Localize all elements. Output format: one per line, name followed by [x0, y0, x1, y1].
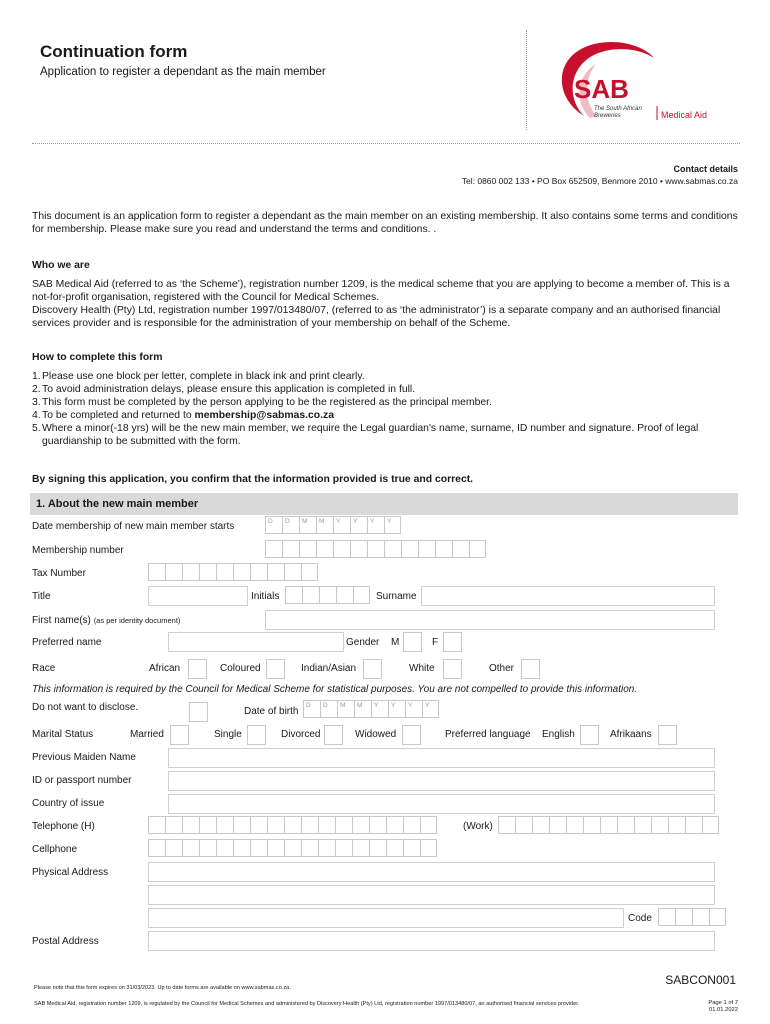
telephone-h-label: Telephone (H) — [32, 821, 95, 832]
id-passport-field[interactable] — [168, 771, 715, 791]
svg-text:The South African: The South African — [594, 106, 642, 112]
country-of-issue-field[interactable] — [168, 794, 715, 814]
race-white-checkbox[interactable] — [443, 659, 462, 679]
do-not-disclose-label: Do not want to disclose. — [32, 702, 139, 713]
how-heading: How to complete this form — [32, 352, 163, 363]
do-not-disclose-checkbox[interactable] — [189, 702, 208, 722]
list-item: 5. Where a minor(-18 yrs) will be the new main member, we require the Legal guardian's name, surname, ID number and signature. Proof of legal guardianship to be submitted with the form. — [32, 423, 699, 447]
contact-title: Contact details — [673, 164, 738, 174]
list-item: 1. Please use one block per letter, complete in black ink and print clearly. — [32, 371, 365, 382]
form-date: 01.01.2022 — [708, 1007, 738, 1013]
svg-text:Breweries: Breweries — [594, 113, 621, 119]
marital-option-label: Divorced — [281, 729, 321, 740]
initials-field[interactable] — [285, 586, 370, 604]
race-label: Race — [32, 663, 56, 674]
race-african-checkbox[interactable] — [188, 659, 207, 679]
postal-address-label: Postal Address — [32, 936, 99, 947]
preferred-name-label: Preferred name — [32, 637, 102, 648]
contact-details — [462, 163, 738, 187]
svg-text:Medical Aid: Medical Aid — [661, 110, 708, 120]
tax-number-field[interactable] — [148, 563, 318, 581]
logo-swoosh-icon — [544, 36, 734, 131]
confirm-statement: By signing this application, you confirm that the information provided is true and correct. — [32, 474, 474, 485]
marital-divorced-checkbox[interactable] — [324, 725, 343, 745]
race-option-label: Other — [489, 663, 515, 674]
marital-widowed-checkbox[interactable] — [402, 725, 421, 745]
initials-label: Initials — [251, 591, 280, 602]
race-other-checkbox[interactable] — [521, 659, 540, 679]
marital-status-label: Marital Status — [32, 729, 94, 740]
who-paragraph-1: SAB Medical Aid (referred to as ‘the Scheme’), registration number 1209, is the medical scheme that you are applying to become a member of. This is a not-for-profit organisation, registered with the Council for Medical Schemes. — [32, 279, 730, 303]
sab-logo — [544, 36, 734, 131]
surname-label: Surname — [376, 591, 417, 602]
physical-address-label: Physical Address — [32, 867, 109, 878]
logo-brand: SAB — [574, 74, 629, 104]
physical-address-line-1[interactable] — [148, 862, 715, 882]
contact-line: Tel: 0860 002 133 • PO Box 652509, Benmore 2010 • www.sabmas.co.za — [461, 176, 738, 186]
header-divider — [526, 30, 527, 130]
title-field[interactable] — [148, 586, 248, 606]
expiry-note: Please note that this form expires on 31/03/2023. Up to date forms are available on www.sabmas.co.za. — [34, 985, 291, 991]
date-of-birth-label: Date of birth — [244, 706, 299, 717]
cellphone-field[interactable] — [148, 839, 437, 857]
marital-option-label: Widowed — [355, 729, 397, 740]
list-item: 2. To avoid administration delays, please ensure this application is completed in full. — [32, 384, 416, 395]
how-list — [32, 370, 740, 448]
marital-option-label: Single — [214, 729, 242, 740]
language-english-checkbox[interactable] — [580, 725, 599, 745]
physical-code-field[interactable] — [658, 908, 726, 926]
race-option-label: Coloured — [220, 663, 261, 674]
gender-f-checkbox[interactable] — [443, 632, 462, 652]
marital-single-checkbox[interactable] — [247, 725, 266, 745]
country-of-issue-label: Country of issue — [32, 798, 105, 809]
id-passport-label: ID or passport number — [32, 775, 132, 786]
marital-married-checkbox[interactable] — [170, 725, 189, 745]
race-option-label: Indian/Asian — [301, 663, 357, 674]
marital-option-label: Married — [130, 729, 164, 740]
surname-field[interactable] — [421, 586, 715, 606]
legal-note: SAB Medical Aid, registration number 1209, is regulated by the Council for Medical Schemes and administered by Discovery Health (Pty) Ltd, registration number 1997/013480/07, an authorised financial services provider. — [34, 1001, 580, 1007]
date-starts-label: Date membership of new main member starts — [32, 521, 235, 532]
gender-m-label: M — [391, 637, 400, 648]
first-names-field[interactable] — [265, 610, 715, 630]
form-code: SABCON001 — [665, 973, 736, 987]
code-label: Code — [628, 913, 652, 924]
who-paragraph-2: Discovery Health (Pty) Ltd, registration number 1997/013480/07, (referred to as ‘the administrator’) is a separate company and an authorised financial services provider and is responsible for the administration of your membership on behalf of the Scheme. — [32, 305, 721, 329]
statistical-note: This information is required by the Council for Medical Scheme for statistical purposes. You are not compelled to provide this information. — [32, 684, 638, 695]
physical-address-line-3[interactable] — [148, 908, 624, 928]
page-subtitle: Application to register a dependant as the main member — [40, 66, 326, 78]
previous-maiden-name-label: Previous Maiden Name — [32, 752, 136, 763]
work-phone-label: (Work) — [463, 821, 493, 832]
page-info — [708, 1000, 738, 1014]
postal-address-field[interactable] — [148, 931, 715, 951]
date-starts-field[interactable]: D D M M Y Y Y Y — [265, 516, 401, 534]
previous-maiden-name-field[interactable] — [168, 748, 715, 768]
gender-f-label: F — [432, 637, 439, 648]
membership-number-label: Membership number — [32, 545, 124, 556]
header-rule — [32, 143, 740, 144]
tax-number-label: Tax Number — [32, 568, 86, 579]
language-option-label: English — [542, 729, 575, 740]
race-option-label: White — [409, 663, 435, 674]
race-coloured-checkbox[interactable] — [266, 659, 285, 679]
section-1-heading: 1. About the new main member — [30, 493, 738, 515]
page-number: Page 1 of 7 — [708, 1000, 738, 1006]
language-option-label: Afrikaans — [610, 729, 652, 740]
who-text — [32, 278, 740, 330]
race-indian-asian-checkbox[interactable] — [363, 659, 382, 679]
who-heading: Who we are — [32, 260, 90, 271]
gender-m-checkbox[interactable] — [403, 632, 422, 652]
date-of-birth-field[interactable]: D D M M Y Y Y Y — [303, 700, 439, 718]
title-label: Title — [32, 591, 51, 602]
language-afrikaans-checkbox[interactable] — [658, 725, 677, 745]
email-link[interactable]: membership@sabmas.co.za — [194, 410, 334, 421]
list-item: 4. To be completed and returned to membership@sabmas.co.za — [32, 410, 334, 421]
list-item: 3. This form must be completed by the person applying to be the registered as the principal member. — [32, 397, 492, 408]
membership-number-field[interactable] — [265, 540, 486, 558]
preferred-name-field[interactable] — [168, 632, 344, 652]
first-names-label: First name(s) (as per identity document) — [32, 615, 181, 626]
telephone-h-field[interactable] — [148, 816, 437, 834]
intro-text: This document is an application form to register a dependant as the main member on an existing membership. It also contains some terms and conditions for membership. Please make sure you read and understand the terms and conditions. . — [32, 211, 738, 235]
preferred-language-label: Preferred language — [445, 729, 531, 740]
race-option-label: African — [149, 663, 181, 674]
work-phone-field[interactable] — [498, 816, 719, 834]
cellphone-label: Cellphone — [32, 844, 78, 855]
gender-label: Gender — [346, 637, 380, 648]
page-title: Continuation form — [40, 42, 188, 61]
physical-address-line-2[interactable] — [148, 885, 715, 905]
